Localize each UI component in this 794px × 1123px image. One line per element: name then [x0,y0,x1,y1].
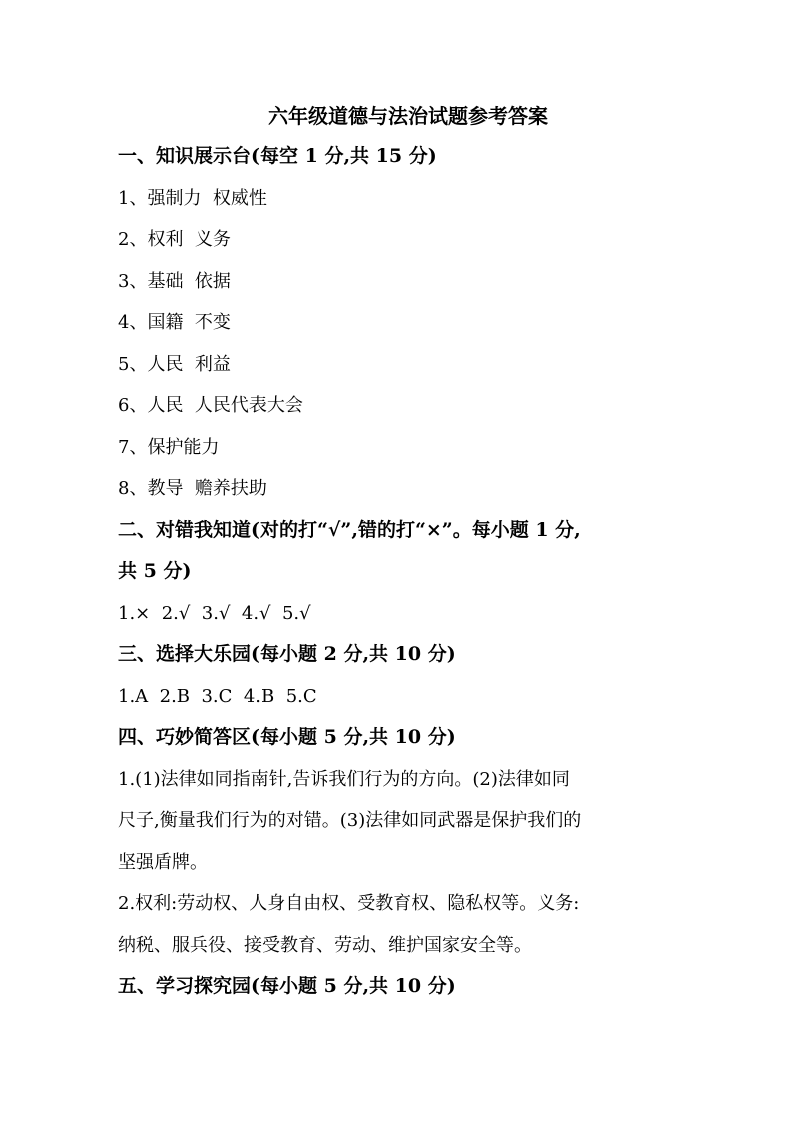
short-answer-1-line-2: 尺子,衡量我们行为的对错。(3)法律如同武器是保护我们的 [118,810,582,831]
section-3-heading: 三、选择大乐园(每小题 2 分,共 10 分) [118,643,456,665]
answer-line-2: 2、权利 义务 [118,229,231,250]
section-4-heading: 四、巧妙简答区(每小题 5 分,共 10 分) [118,726,456,748]
short-answer-2-line-1: 2.权利:劳动权、人身自由权、受教育权、隐私权等。义务: [118,893,580,914]
answer-line-7: 7、保护能力 [118,436,220,458]
answer-line-3: 3、基础 依据 [118,270,231,292]
section-5-heading: 五、学习探究园(每小题 5 分,共 10 分) [118,975,456,997]
answer-line-4: 4、国籍 不变 [118,312,231,333]
answer-line-8: 8、教导 赡养扶助 [118,478,267,499]
choice-answers: 1.A 2.B 3.C 4.B 5.C [118,685,317,707]
section-knowledge [118,136,690,510]
section-true-false [118,510,690,635]
short-answer-1-line-3: 坚强盾牌。 [118,851,208,873]
answer-line-5: 5、人民 利益 [118,353,231,375]
section-2-heading-line-2: 共 5 分) [118,560,192,582]
section-short-answer [118,717,690,966]
true-false-answers: 1.× 2.√ 3.√ 4.√ 5.√ [118,602,311,624]
section-1-heading: 一、知识展示台(每空 1 分,共 15 分) [118,145,437,167]
answer-document [118,96,690,1008]
answer-line-1: 1、强制力 权威性 [118,187,267,209]
section-multiple-choice [118,634,690,717]
short-answer-2-line-2: 纳税、服兵役、接受教育、劳动、维护国家安全等。 [118,934,532,956]
document-title: 六年级道德与法治试题参考答案 [268,104,548,128]
section-inquiry [118,966,690,1008]
answer-line-6: 6、人民 人民代表大会 [118,395,303,416]
short-answer-1-line-1: 1.(1)法律如同指南针,告诉我们行为的方向。(2)法律如同 [118,768,570,790]
section-2-heading-line-1: 二、对错我知道(对的打“√”,错的打“×”。每小题 1 分, [118,518,581,541]
